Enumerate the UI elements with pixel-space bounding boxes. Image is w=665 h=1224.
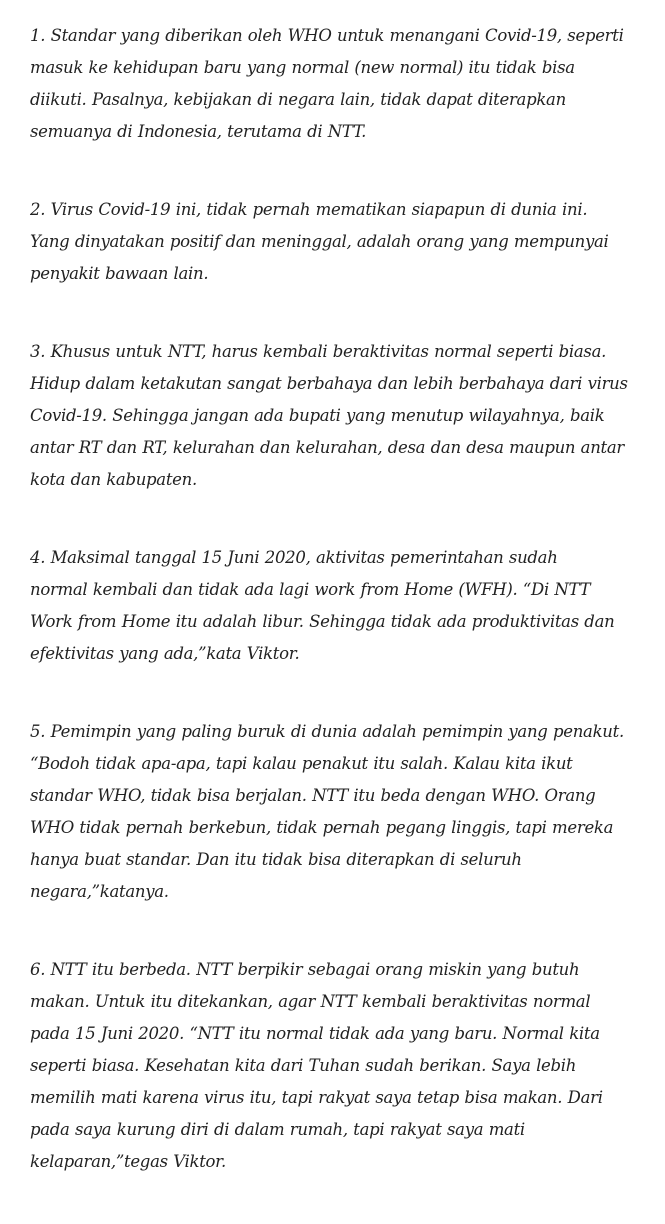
text-line: Hidup dalam ketakutan sangat berbahaya dan lebih berbahaya dari virus	[30, 374, 628, 393]
text-line: negara,”katanya.	[30, 882, 169, 901]
text-line: memilih mati karena virus itu, tapi rakyat saya tetap bisa makan. Dari	[30, 1088, 603, 1107]
text-line: 5. Pemimpin yang paling buruk di dunia adalah pemimpin yang penakut.	[30, 722, 624, 741]
text-line: antar RT dan RT, kelurahan dan kelurahan, desa dan desa maupun antar	[30, 438, 625, 457]
text-line: seperti biasa. Kesehatan kita dari Tuhan sudah berikan. Saya lebih	[30, 1056, 577, 1075]
text-line: 1. Standar yang diberikan oleh WHO untuk menangani Covid-19, seperti	[30, 26, 624, 45]
paragraph-3	[30, 336, 660, 496]
text-line: efektivitas yang ada,”kata Viktor.	[30, 644, 300, 663]
paragraph-2	[30, 194, 660, 290]
text-line: makan. Untuk itu ditekankan, agar NTT kembali beraktivitas normal	[30, 992, 591, 1011]
document-body	[30, 20, 660, 1224]
paragraph-6	[30, 954, 660, 1178]
text-line: Yang dinyatakan positif dan meninggal, adalah orang yang mempunyai	[30, 232, 609, 251]
text-line: standar WHO, tidak bisa berjalan. NTT itu beda dengan WHO. Orang	[30, 786, 596, 805]
text-line: penyakit bawaan lain.	[30, 264, 209, 283]
text-line: Covid-19. Sehingga jangan ada bupati yang menutup wilayahnya, baik	[30, 406, 605, 425]
text-line: kelaparan,”tegas Viktor.	[30, 1152, 226, 1171]
text-line: pada 15 Juni 2020. “NTT itu normal tidak ada yang baru. Normal kita	[30, 1024, 600, 1043]
text-line: 2. Virus Covid-19 ini, tidak pernah mematikan siapapun di dunia ini.	[30, 200, 588, 219]
text-line: kota dan kabupaten.	[30, 470, 197, 489]
text-line: 6. NTT itu berbeda. NTT berpikir sebagai orang miskin yang butuh	[30, 960, 580, 979]
text-line: masuk ke kehidupan baru yang normal (new normal) itu tidak bisa	[30, 58, 575, 77]
text-line: semuanya di Indonesia, terutama di NTT.	[30, 122, 367, 141]
text-line: pada saya kurung diri di dalam rumah, tapi rakyat saya mati	[30, 1120, 525, 1139]
text-line: 4. Maksimal tanggal 15 Juni 2020, aktivitas pemerintahan sudah	[30, 548, 558, 567]
paragraph-4	[30, 542, 660, 670]
text-line: WHO tidak pernah berkebun, tidak pernah pegang linggis, tapi mereka	[30, 818, 614, 837]
text-line: hanya buat standar. Dan itu tidak bisa diterapkan di seluruh	[30, 850, 522, 869]
text-line: 3. Khusus untuk NTT, harus kembali beraktivitas normal seperti biasa.	[30, 342, 607, 361]
paragraph-1	[30, 20, 660, 148]
text-line: normal kembali dan tidak ada lagi work from Home (WFH). “Di NTT	[30, 580, 591, 599]
text-line: diikuti. Pasalnya, kebijakan di negara lain, tidak dapat diterapkan	[30, 90, 566, 109]
text-line: “Bodoh tidak apa-apa, tapi kalau penakut itu salah. Kalau kita ikut	[30, 754, 573, 773]
text-line: Work from Home itu adalah libur. Sehingga tidak ada produktivitas dan	[30, 612, 615, 631]
paragraph-5	[30, 716, 660, 908]
